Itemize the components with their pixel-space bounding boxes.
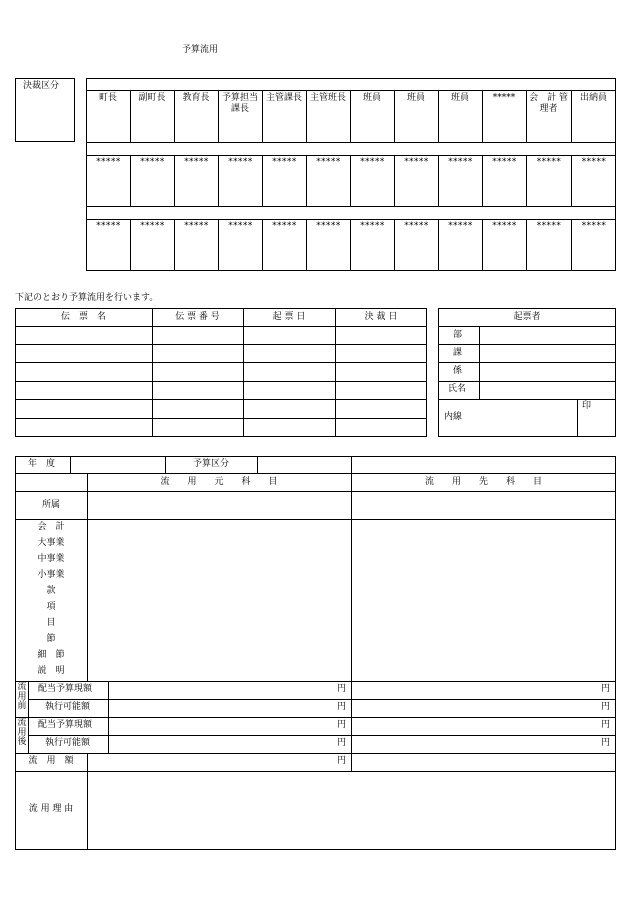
- voucher-header-number: 伝 票 番 号: [175, 312, 220, 322]
- yen-mark: 円: [337, 738, 347, 748]
- approval-stamp: *****: [183, 221, 209, 231]
- category-label: 会 計: [37, 522, 65, 532]
- approval-stamp: *****: [315, 221, 341, 231]
- category-label: 中事業: [37, 554, 65, 564]
- approval-role: 出納員: [579, 93, 607, 103]
- approval-role: 予算担当課長: [221, 93, 258, 114]
- approval-role: 会 計 管理者: [529, 93, 568, 114]
- approval-role: 班員: [450, 93, 469, 103]
- drafter-box: [438, 308, 616, 437]
- approval-stamp: *****: [536, 221, 561, 231]
- approval-stamp: *****: [403, 221, 429, 231]
- category-label: 大事業: [37, 538, 65, 548]
- year-label: 年 度: [28, 459, 56, 469]
- after-allocated-label: 配当予算現額: [38, 720, 93, 730]
- intro-text: 下記のとおり予算流用を行います。: [15, 293, 159, 303]
- yen-mark: 円: [601, 720, 611, 730]
- approval-label: 決裁区分: [23, 81, 60, 91]
- approval-role: 教育長: [182, 93, 210, 103]
- approval-role: 副町長: [138, 93, 166, 103]
- drafter-extension-label: 内線: [444, 412, 463, 422]
- category-label: 細 節: [37, 650, 65, 660]
- approval-stamp: *****: [271, 221, 297, 231]
- approval-stamp: *****: [183, 157, 209, 167]
- approval-stamp: *****: [271, 157, 297, 167]
- approval-stamp: *****: [403, 157, 429, 167]
- approval-stamp: *****: [581, 157, 606, 167]
- transfer-amount-label: 流 用 額: [28, 756, 74, 766]
- approval-stamp: *****: [95, 221, 121, 231]
- page-title: 予算流用: [181, 45, 218, 55]
- category-label: 節: [46, 634, 56, 644]
- before-executable-label: 執行可能額: [45, 702, 91, 712]
- yen-mark: 円: [601, 702, 611, 712]
- approval-stamp: *****: [581, 221, 606, 231]
- transfer-to-label: 流 用 先 科 目: [424, 477, 542, 487]
- approval-stamp: *****: [95, 157, 121, 167]
- yen-mark: 円: [337, 702, 347, 712]
- approval-stamp: *****: [447, 157, 473, 167]
- approval-stamp: *****: [447, 221, 473, 231]
- voucher-header-draft-date: 起 票 日: [272, 312, 306, 322]
- category-label: 款: [46, 586, 56, 596]
- approval-role: 町長: [98, 93, 117, 103]
- budget-class-label: 予算区分: [192, 459, 229, 469]
- yen-mark: 円: [337, 720, 347, 730]
- approval-stamp: *****: [359, 157, 385, 167]
- transfer-from-label: 流 用 元 科 目: [160, 477, 278, 487]
- category-label: 目: [46, 618, 56, 628]
- drafter-name-label: 氏名: [448, 384, 467, 394]
- approval-role: *****: [492, 93, 516, 103]
- yen-mark: 円: [601, 684, 611, 694]
- approval-role: 主管課長: [265, 93, 302, 103]
- yen-mark: 円: [337, 756, 347, 766]
- approval-stamp: *****: [536, 157, 561, 167]
- affiliation-label: 所属: [41, 500, 60, 510]
- category-label: 説 明: [37, 666, 65, 676]
- drafter-dept-label: 部: [453, 330, 463, 340]
- drafter-unit-label: 係: [453, 366, 463, 376]
- approval-role: 班員: [362, 93, 381, 103]
- drafter-title: 起票者: [513, 312, 541, 322]
- approval-stamp: *****: [227, 221, 253, 231]
- approval-stamp: *****: [491, 157, 517, 167]
- yen-mark: 円: [601, 738, 611, 748]
- category-label: 小事業: [37, 570, 65, 580]
- seal-label: 印: [582, 401, 592, 411]
- drafter-section-label: 課: [453, 348, 463, 358]
- after-executable-label: 執行可能額: [45, 738, 91, 748]
- transfer-table: [15, 456, 616, 850]
- approval-stamp: *****: [315, 157, 341, 167]
- approval-stamp: *****: [139, 157, 165, 167]
- transfer-reason-label: 流 用 理 由: [28, 804, 74, 814]
- voucher-header-name: 伝 票 名: [60, 312, 106, 322]
- approval-stamp: *****: [139, 221, 165, 231]
- yen-mark: 円: [337, 684, 347, 694]
- category-label: 項: [46, 602, 56, 612]
- after-transfer-label: 流用後: [17, 718, 27, 747]
- approval-stamp: *****: [227, 157, 253, 167]
- approval-stamp: *****: [491, 221, 517, 231]
- approval-role: 班員: [406, 93, 425, 103]
- before-transfer-label: 流用前: [17, 682, 27, 711]
- before-allocated-label: 配当予算現額: [38, 684, 93, 694]
- voucher-header-decision-date: 決 裁 日: [364, 312, 398, 322]
- approval-stamp: *****: [359, 221, 385, 231]
- approval-role: 主管班長: [309, 93, 346, 103]
